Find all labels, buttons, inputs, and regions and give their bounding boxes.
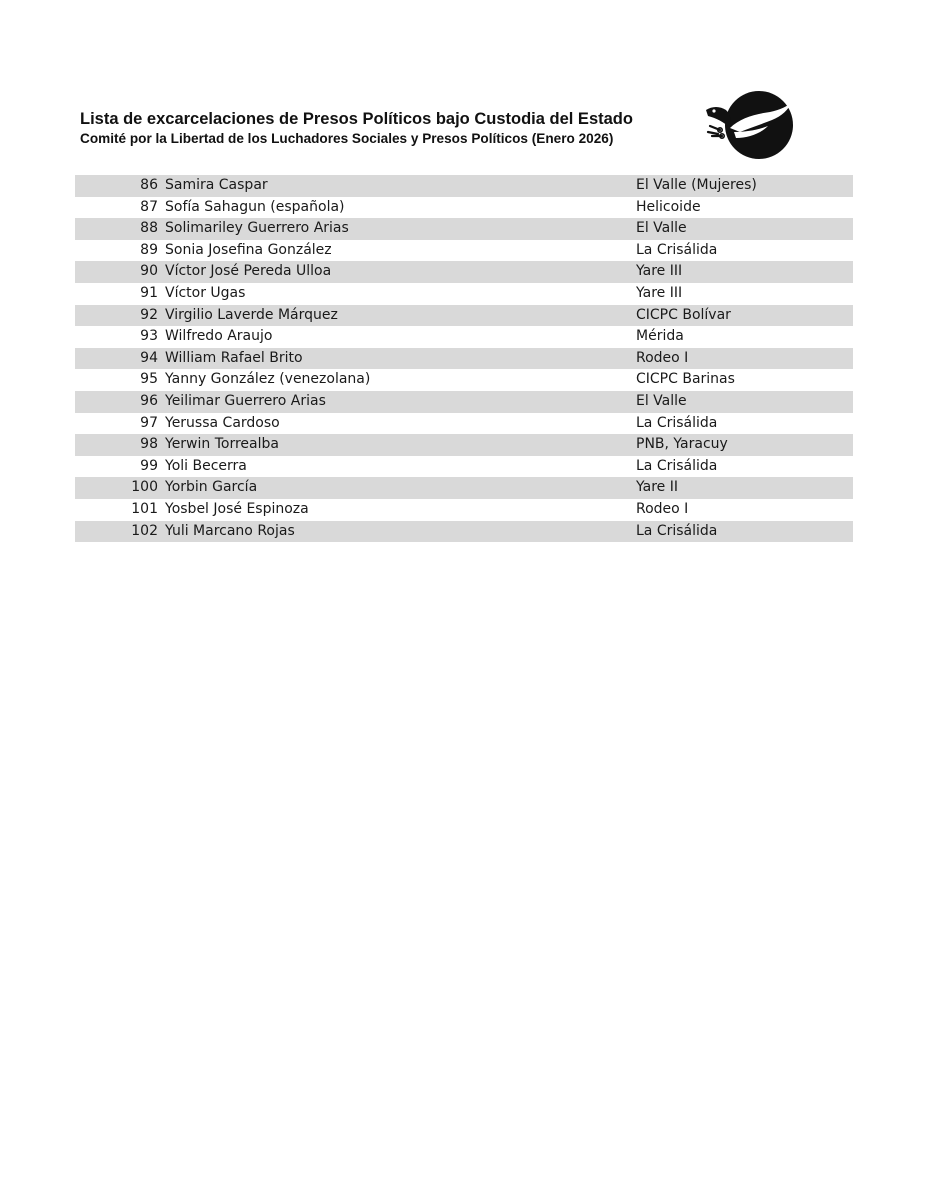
dove-circle-logo-icon (700, 88, 795, 163)
row-number: 86 (140, 177, 158, 193)
prisoner-name: Víctor José Pereda Ulloa (165, 263, 332, 280)
prisoner-name: Yeilimar Guerrero Arias (165, 392, 326, 409)
detention-location: El Valle (Mujeres) (636, 177, 757, 193)
prisoner-name: Yuli Marcano Rojas (165, 522, 295, 539)
row-number: 91 (140, 284, 158, 301)
table-row (75, 283, 853, 305)
detention-location: Mérida (636, 328, 684, 345)
row-number: 95 (140, 371, 158, 388)
detention-location: Yare III (636, 263, 683, 280)
detention-location: Rodeo I (636, 349, 689, 366)
table-row (75, 197, 853, 219)
prisoner-name: Yerwin Torrealba (165, 436, 279, 453)
detention-location: Yare III (636, 284, 683, 301)
document-header (80, 108, 700, 148)
prisoner-name: Solimariley Guerrero Arias (165, 220, 349, 237)
prisoner-release-table (75, 175, 853, 542)
table-row (75, 521, 853, 543)
row-number: 101 (131, 500, 158, 517)
detention-location: Rodeo I (636, 500, 689, 517)
row-number: 97 (140, 414, 158, 431)
table-row (75, 261, 853, 283)
prisoner-name: Yorbin García (165, 479, 258, 496)
prisoner-name: Virgilio Laverde Márquez (165, 306, 338, 323)
table-row (75, 218, 853, 240)
table-row (75, 391, 853, 413)
document-title: Lista de excarcelaciones de Presos Políticos bajo Custodia del Estado (80, 110, 633, 128)
prisoner-name: Yoli Becerra (165, 457, 247, 474)
detention-location: La Crisálida (636, 522, 718, 539)
table-row (75, 456, 853, 478)
row-number: 94 (140, 349, 158, 366)
row-number: 100 (131, 479, 158, 496)
detention-location: El Valle (636, 392, 687, 409)
table-row (75, 326, 853, 348)
detention-location: La Crisálida (636, 241, 718, 258)
detention-location: La Crisálida (636, 457, 718, 474)
row-number: 102 (131, 522, 158, 539)
detention-location: El Valle (636, 220, 687, 237)
detention-location: Yare II (636, 479, 678, 496)
table-row (75, 175, 853, 197)
prisoner-name: Sonia Josefina González (165, 241, 332, 258)
prisoner-name: Víctor Ugas (165, 284, 246, 301)
row-number: 89 (140, 241, 158, 258)
row-number: 93 (140, 328, 158, 345)
prisoner-name: Yerussa Cardoso (165, 414, 280, 431)
prisoner-name: William Rafael Brito (165, 349, 303, 366)
row-number: 98 (140, 436, 158, 453)
prisoner-name: Wilfredo Araujo (165, 328, 273, 345)
table-row (75, 348, 853, 370)
row-number: 90 (140, 263, 158, 280)
detention-location: Helicoide (636, 198, 701, 215)
prisoner-name: Yosbel José Espinoza (165, 500, 309, 517)
row-number: 87 (140, 198, 158, 215)
prisoner-name: Samira Caspar (165, 177, 268, 193)
table-row (75, 499, 853, 521)
table-row (75, 369, 853, 391)
table-row (75, 413, 853, 435)
row-number: 96 (140, 392, 158, 409)
row-number: 88 (140, 220, 158, 237)
detention-location: PNB, Yaracuy (636, 436, 728, 453)
row-number: 92 (140, 306, 158, 323)
document-subtitle: Comité por la Libertad de los Luchadores Sociales y Presos Políticos (Enero 2026) (80, 131, 614, 146)
detention-location: CICPC Bolívar (636, 306, 731, 323)
table-row (75, 240, 853, 262)
table-row (75, 305, 853, 327)
detention-location: La Crisálida (636, 414, 718, 431)
table-row (75, 477, 853, 499)
detention-location: CICPC Barinas (636, 371, 735, 388)
table-row (75, 434, 853, 456)
prisoner-name: Yanny González (venezolana) (165, 371, 371, 388)
prisoner-name: Sofía Sahagun (española) (165, 198, 345, 215)
row-number: 99 (140, 457, 158, 474)
